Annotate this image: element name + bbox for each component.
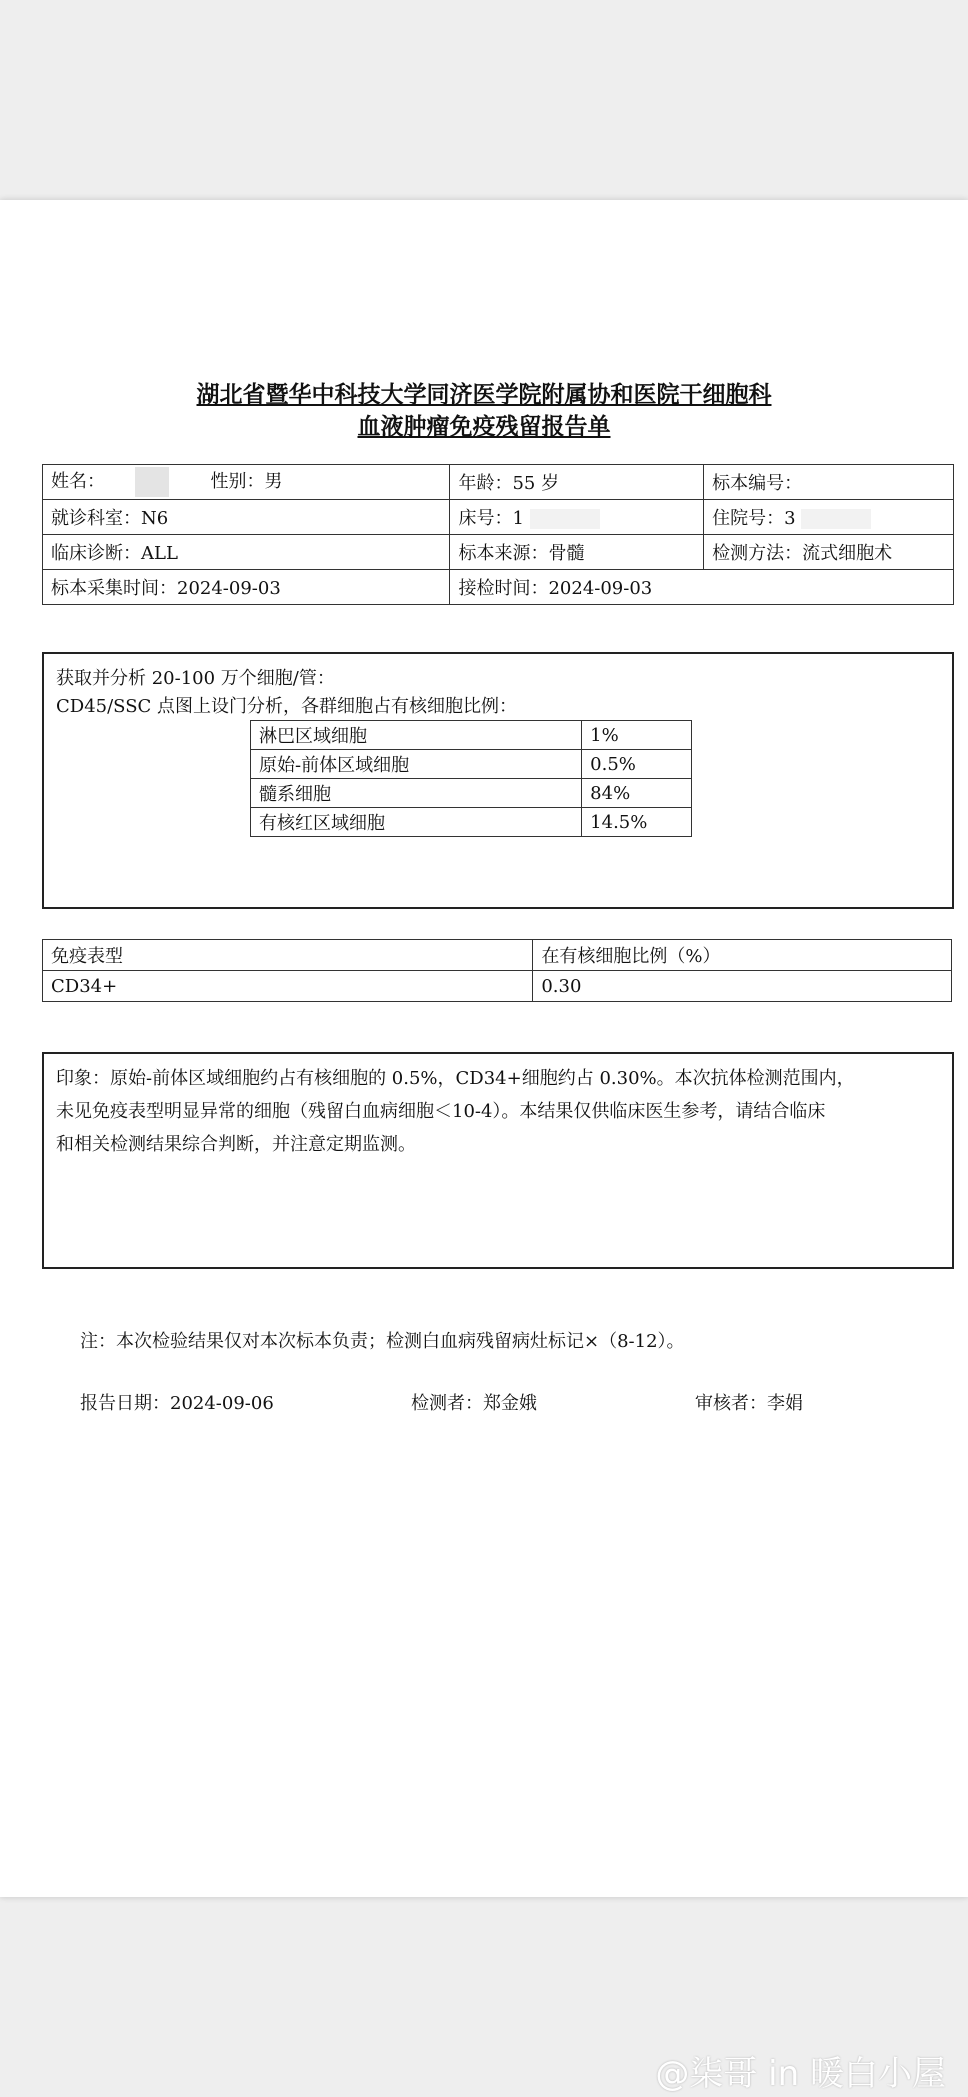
admission-cell bbox=[704, 500, 954, 535]
hospital-title: 湖北省暨华中科技大学同济医学院附属协和医院干细胞科 bbox=[196, 382, 772, 408]
marker-value: 0.30 bbox=[533, 971, 952, 1002]
bed-cell bbox=[450, 500, 704, 535]
receive-time: 接检时间：2024-09-03 bbox=[450, 570, 954, 605]
table-row bbox=[251, 750, 692, 779]
cell-analysis-box bbox=[42, 652, 954, 909]
impression-box bbox=[42, 1052, 954, 1269]
immunophenotype-table bbox=[42, 939, 952, 1002]
redacted-bed bbox=[530, 509, 600, 529]
collection-time: 标本采集时间：2024-09-03 bbox=[43, 570, 450, 605]
cell-name: 原始-前体区域细胞 bbox=[251, 750, 582, 779]
table-row bbox=[251, 721, 692, 750]
department: 就诊科室：N6 bbox=[43, 500, 450, 535]
cell-value: 14.5% bbox=[582, 808, 692, 837]
analysis-line-1: 获取并分析 20-100 万个细胞/管： bbox=[56, 668, 335, 689]
impression-text bbox=[56, 1062, 942, 1161]
reviewer: 审核者：李娟 bbox=[695, 1393, 803, 1414]
test-method: 检测方法：流式细胞术 bbox=[704, 535, 954, 570]
cell-name: 淋巴区域细胞 bbox=[251, 721, 582, 750]
impression-line-1: 印象：原始-前体区域细胞约占有核细胞的 0.5%，CD34+细胞约占 0.30%。本次抗体检测范围内， bbox=[56, 1068, 855, 1089]
admission-number: 住院号：3 bbox=[712, 508, 796, 529]
specimen-no: 标本编号： bbox=[704, 465, 954, 500]
cell-value: 1% bbox=[582, 721, 692, 750]
bed-number: 床号：1 bbox=[458, 508, 524, 529]
impression-line-2: 未见免疫表型明显异常的细胞（残留白血病细胞＜10-4）。本结果仅供临床医生参考，请结合临床 bbox=[56, 1101, 826, 1122]
analysis-line-2: CD45/SSC 点图上设门分析，各群细胞占有核细胞比例： bbox=[56, 696, 518, 717]
table-row bbox=[43, 971, 952, 1002]
report-title: 血液肿瘤免疫残留报告单 bbox=[357, 414, 611, 440]
report-page bbox=[0, 200, 968, 1897]
diagnosis: 临床诊断：ALL bbox=[43, 535, 450, 570]
column-header-proportion: 在有核细胞比例（%） bbox=[533, 940, 952, 971]
disclaimer-note: 注：本次检验结果仅对本次标本负责；检测白血病残留病灶标记×（8-12）。 bbox=[80, 1331, 685, 1352]
name-gender-cell bbox=[43, 465, 450, 500]
cell-value: 0.5% bbox=[582, 750, 692, 779]
cell-name: 有核红区域细胞 bbox=[251, 808, 582, 837]
cell-value: 84% bbox=[582, 779, 692, 808]
cell-name: 髓系细胞 bbox=[251, 779, 582, 808]
report-date: 报告日期：2024-09-06 bbox=[80, 1393, 274, 1414]
age: 年龄：55 岁 bbox=[450, 465, 704, 500]
table-row bbox=[251, 808, 692, 837]
gender: 性别：男 bbox=[210, 471, 283, 492]
table-row bbox=[251, 779, 692, 808]
redacted-admission bbox=[801, 509, 871, 529]
column-header-phenotype: 免疫表型 bbox=[43, 940, 533, 971]
tester: 检测者：郑金娥 bbox=[411, 1393, 537, 1414]
impression-line-3: 和相关检测结果综合判断，并注意定期监测。 bbox=[56, 1134, 416, 1155]
marker: CD34+ bbox=[43, 971, 533, 1002]
cell-proportion-table bbox=[250, 720, 692, 837]
watermark: @柒哥 in 暖白小屋 bbox=[655, 2054, 946, 2094]
specimen-source: 标本来源：骨髓 bbox=[450, 535, 704, 570]
redacted-name bbox=[135, 467, 169, 497]
patient-info-table bbox=[42, 464, 954, 605]
name-label: 姓名： bbox=[51, 471, 105, 492]
table-header-row bbox=[43, 940, 952, 971]
